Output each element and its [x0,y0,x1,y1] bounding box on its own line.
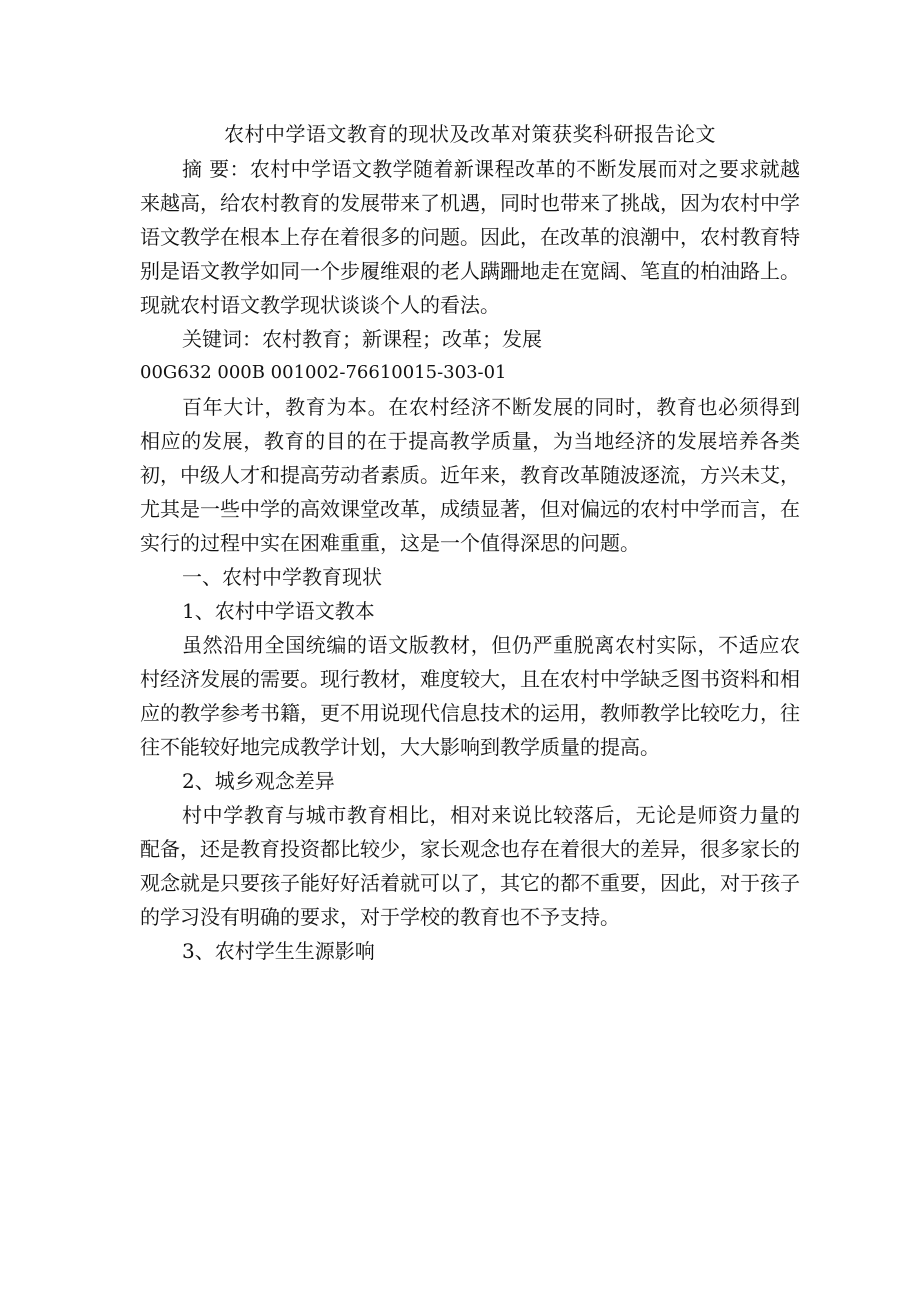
keywords-line: 关键词：农村教育；新课程；改革；发展 [182,327,542,351]
subsection-paragraph-2: 村中学教育与城市教育相比，相对来说比较落后，无论是师资力量的配备，还是教育投资都比较少，家长观念也存在着很大的差异，很多家长的观念就是只要孩子能好好活着就可以了，其它的都不重要，因此，对于孩子的学习没有明确的要求，对于学校的教育也不予支持。 [140,803,800,929]
document-page [140,116,800,968]
subsection-heading-2: 2、城乡观念差异 [182,769,335,793]
subsection-heading-3: 3、农村学生生源影响 [182,939,375,963]
classification-code: 00G632 000B 001002-76610015-303-01 [140,362,507,383]
section-heading-1: 一、农村中学教育现状 [182,565,382,589]
document-title: 农村中学语文教育的现状及改革对策获奖科研报告论文 [224,122,716,146]
intro-paragraph: 百年大计，教育为本。在农村经济不断发展的同时，教育也必须得到相应的发展，教育的目的在于提高教学质量，为当地经济的发展培养各类初，中级人才和提高劳动者素质。近年来，教育改革随波逐流，方兴未艾，尤其是一些中学的高效课堂改革，成绩显著，但对偏远的农村中学而言，在实行的过程中实在困难重重，这是一个值得深思的问题。 [140,395,800,555]
abstract-paragraph: 摘 要：农村中学语文教学随着新课程改革的不断发展而对之要求就越来越高，给农村教育的发展带来了机遇，同时也带来了挑战，因为农村中学语文教学在根本上存在着很多的问题。因此，在改革的浪潮中，农村教育特别是语文教学如同一个步履维艰的老人蹒跚地走在宽阔、笔直的柏油路上。现就农村语文教学现状谈谈个人的看法。 [140,157,800,317]
subsection-heading-1: 1、农村中学语文教本 [182,599,375,623]
subsection-paragraph-1: 虽然沿用全国统编的语文版教材，但仍严重脱离农村实际，不适应农村经济发展的需要。现行教材，难度较大，且在农村中学缺乏图书资料和相应的教学参考书籍，更不用说现代信息技术的运用，教师教学比较吃力，往往不能较好地完成教学计划，大大影响到教学质量的提高。 [140,633,800,759]
